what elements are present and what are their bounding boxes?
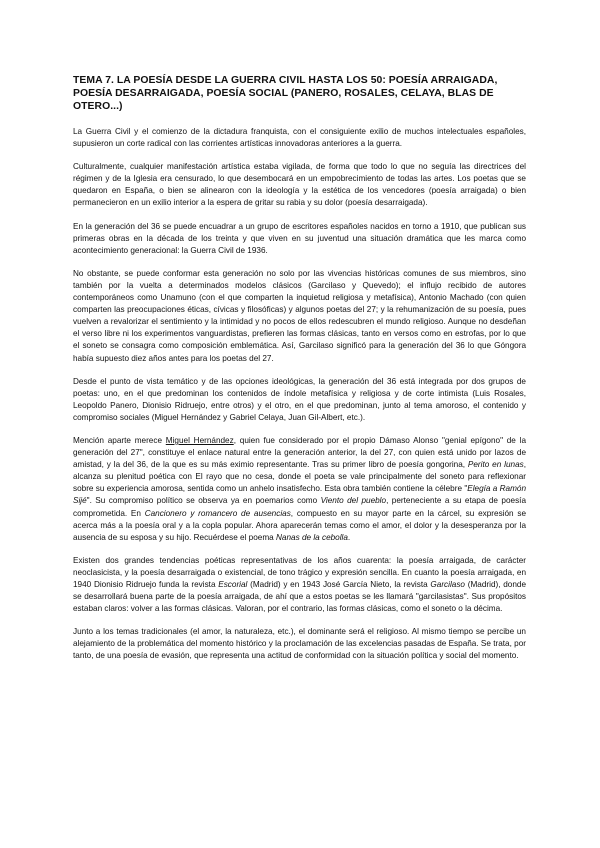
document-page bbox=[73, 74, 526, 674]
paragraph-1: La Guerra Civil y el comienzo de la dictadura franquista, con el consiguiente exilio de muchos intelectuales españoles, supusieron un corte radical con las corrientes artísticas innovadoras anteriores a la guerra. bbox=[73, 127, 526, 149]
text-span: , alcanza su plenitud poética con El rayo que no cesa, donde el poeta se vale principalmente del soneto para reflexionar sobre su experiencia amorosa, sentida como un anhelo insatisfecho. Esta obra también contiene la célebre " bbox=[73, 460, 526, 494]
text-span: , quien fue considerado por el propio Dámaso Alonso "genial epígono" de la generación del 27", constituye el enlace natural entre la generación anterior, la del 27, con quien está unido por lazos de amistad, y la del 36, de la que es su más eximio representante. Tras su primer libro de poesía gongorina, bbox=[73, 435, 526, 470]
text-span: ". Su compromiso político se observa ya en poemarios como bbox=[86, 496, 321, 506]
text-span: (Madrid), donde se desarrollará buena parte de la poesía arraigada, de ahí que a estos poetas se les llamará "garcilasistas". Sus propósitos estaban claros: volver a las formas clásicas. Valoran, por el contrario, las formas clásicas, como el soneto o la décima. bbox=[73, 580, 526, 614]
paragraph-5: Desde el punto de vista temático y de las opciones ideológicas, la generación del 36 está integrada por dos grupos de poetas: uno, en el que predominan los contenidos de índole metafísica y religiosa y de corte intimista (Luis Rosales, Leopoldo Panero, Dionisio Ridruejo, entre otros) y el otro, en el que predominan, junto al tema amoroso, el contenido y compromiso sociales (Miguel Hernández y Gabriel Celaya, Juan Gil-Albert, etc.). bbox=[73, 376, 526, 422]
document-title: TEMA 7. LA POESÍA DESDE LA GUERRA CIVIL HASTA LOS 50: POESÍA ARRAIGADA, POESÍA DESARRAIGADA, POESÍA SOCIAL (PANERO, ROSALES, CELAYA, BLAS DE OTERO...) bbox=[73, 75, 498, 112]
paragraph-3: En la generación del 36 se puede encuadrar a un grupo de escritores españoles nacidos en torno a 1910, que publican sus primeras obras en la década de los treinta y que viven en su juventud una situación dramática que les marca como acontecimiento generacional: la Guerra Civil de 1936. bbox=[73, 221, 526, 255]
text-span: Existen dos grandes tendencias poéticas representativas de los años cuarenta: la poesía arraigada, de carácter neoclasicista, y la poesía desarraigada o existencial, de tono trágico y expresión sencilla. En cuanto la poesía arraigada, en 1940 Dionisio Ridruejo funda la revista bbox=[73, 555, 526, 589]
text-span: , compuesto en su mayor parte en la cárcel, su expresión se acerca más a la poesía oral y a la copla popular. Ahora aparecerán temas como el amor, el dolor y la desesperanza por la ausencia de su esposa y su hijo. Recuérdese el poema bbox=[73, 508, 526, 542]
book-title: Viento del pueblo bbox=[320, 496, 387, 506]
paragraph-8: Junto a los temas tradicionales (el amor, la naturaleza, etc.), el dominante será el religioso. Al mismo tiempo se percibe un alejamiento de la problemática del momento histórico y la proclamación de las excelencias pasadas de España. Se trata, por tanto, de una poesía de evasión, que representa una actitud de conformidad con la situación política y social del momento. bbox=[73, 627, 526, 661]
book-title: Perito en lunas bbox=[467, 460, 524, 470]
book-title: Cancionero y romancero de ausencias bbox=[144, 508, 291, 518]
magazine-title: Garcilaso bbox=[430, 580, 465, 589]
miguel-hernandez-link[interactable]: Miguel Hernández bbox=[165, 435, 234, 445]
paragraph-7 bbox=[73, 555, 526, 615]
text-span: Mención aparte merece bbox=[73, 435, 166, 445]
paragraph-4: No obstante, se puede conformar esta generación no solo por las vivencias históricas comunes de sus miembros, sino también por la vuelta a determinados modelos clásicos (Garcilaso y Quevedo); el influjo recibido de autores contemporáneos como Unamuno (con el que comparten la inquietud religiosa y metafísica), Antonio Machado (con quien comparten las preocupaciones éticas, cívicas y filosóficas) y algunos poetas del 27; y la rehumanización de su poesía, pues vuelven a revalorizar el sentimiento y la intimidad y no pocos de ellos redescubren el mundo religioso. Aunque no desdeñan el verso libre ni los experimentos vanguardistas, prefieren las formas clásicas, tanto en versos como en estrofas, por lo que el soneto se consagra como composición emblemática. Así, Garcilaso significó para la generación del 36 lo que Góngora había supuesto diez años antes para los poetas del 27. bbox=[73, 268, 526, 363]
poem-title: Elegía a Ramón Sijé bbox=[73, 484, 526, 506]
poem-title: Nanas de la cebolla bbox=[276, 532, 348, 542]
paragraph-6 bbox=[73, 435, 526, 544]
magazine-title: Escorial bbox=[218, 580, 248, 589]
paragraph-2: Culturalmente, cualquier manifestación artística estaba vigilada, de forma que todo lo que no seguía las directrices del régimen y de la Iglesia era censurado, lo que desembocará en un empobrecimiento de todas las artes. Los poetas que se quedaron en España, o bien se alinearon con la ideología y la estética de los vencedores (poesía arraigada) o bien permanecieron en un exilio interior a la espera de gritar su rabia y su dolor (poesía desarraigada). bbox=[73, 162, 526, 208]
text-span: , perteneciente a su etapa de poesía comprometida. En bbox=[73, 496, 526, 518]
text-span: . bbox=[347, 532, 351, 542]
text-span: (Madrid) y en 1943 José García Nieto, la revista bbox=[247, 580, 431, 589]
